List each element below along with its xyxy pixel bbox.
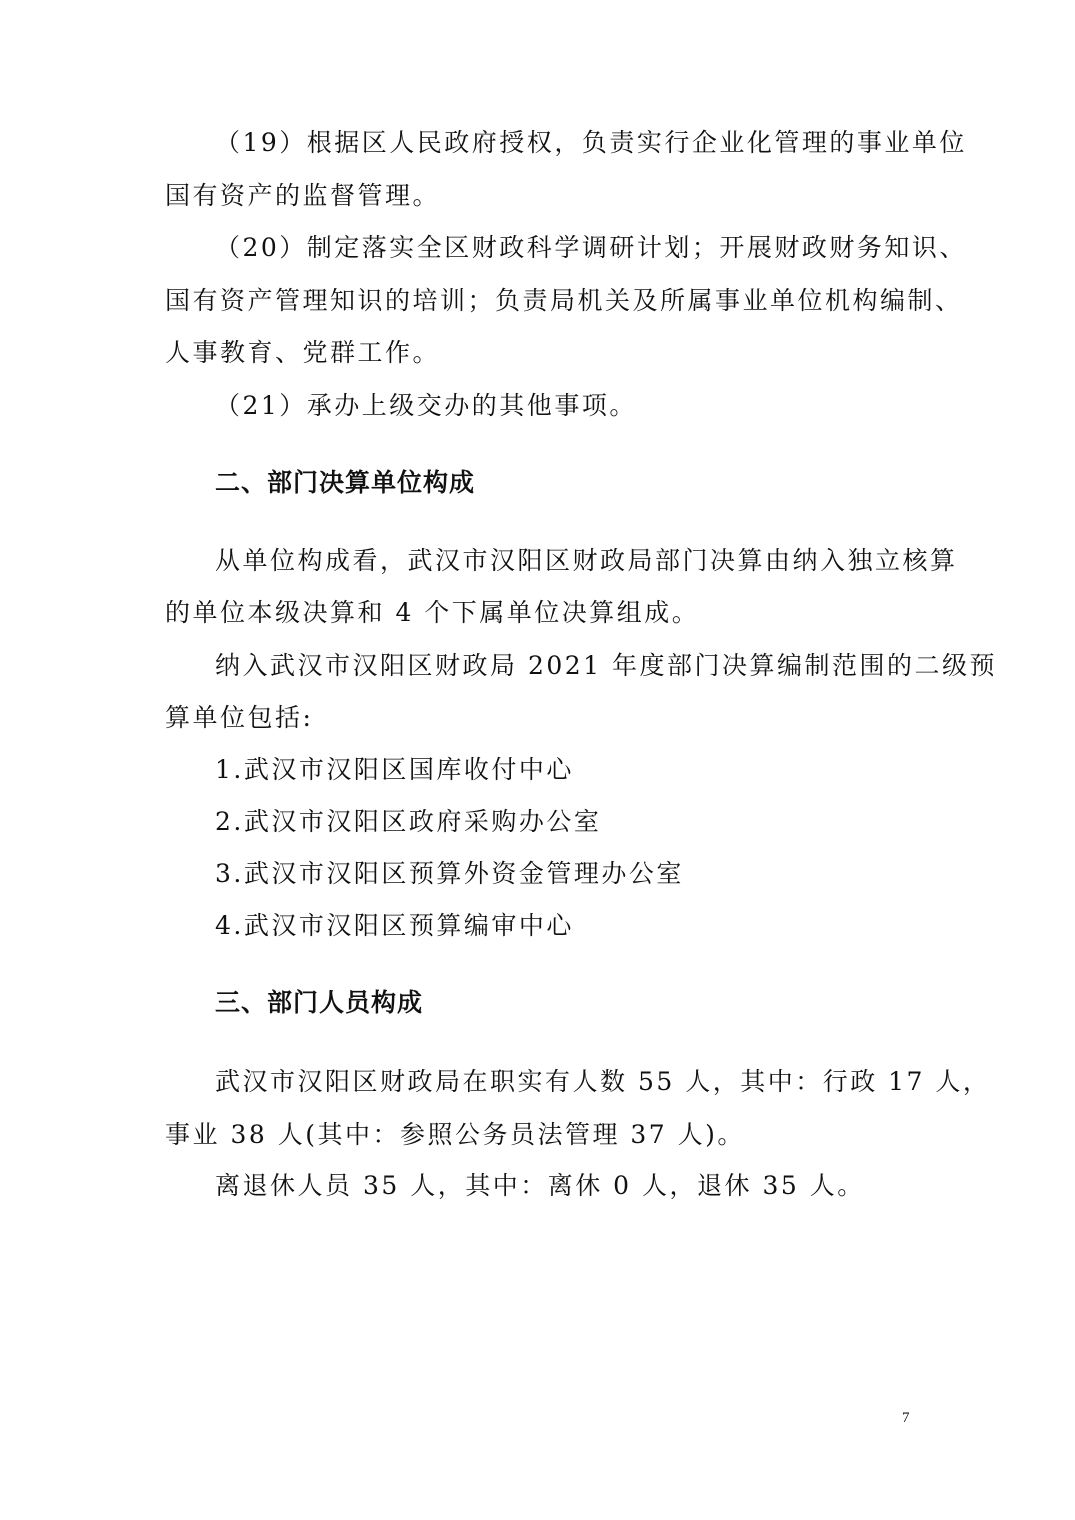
paragraph-20-line-2: 国有资产管理知识的培训；负责局机关及所属事业单位机构编制、 [165,286,963,315]
section-3-retired-line: 离退休人员 35 人，其中：离休 0 人，退休 35 人。 [215,1171,865,1200]
section-3-staff-line-2: 事业 38 人(其中：参照公务员法管理 37 人)。 [165,1120,745,1149]
unit-list-item-2: 2.武汉市汉阳区政府采购办公室 [215,807,602,836]
unit-list-item-1: 1.武汉市汉阳区国库收付中心 [215,755,574,784]
paragraph-19-line-1: （19）根据区人民政府授权，负责实行企业化管理的事业单位 [215,128,967,157]
section-2-heading: 二、部门决算单位构成 [215,468,476,497]
section-2-intro-line-1: 从单位构成看，武汉市汉阳区财政局部门决算由纳入独立核算 [215,546,958,575]
section-3-staff-line-1: 武汉市汉阳区财政局在职实有人数 55 人，其中：行政 17 人， [215,1067,991,1096]
unit-list-item-4: 4.武汉市汉阳区预算编审中心 [215,911,574,940]
section-2-scope-line-2: 算单位包括: [165,703,314,732]
paragraph-19-line-2: 国有资产的监督管理。 [165,181,441,210]
section-2-intro-line-2: 的单位本级决算和 4 个下属单位决算组成。 [165,598,700,627]
paragraph-20-line-3: 人事教育、党群工作。 [165,338,441,367]
section-3-heading: 三、部门人员构成 [215,988,424,1017]
page-number: 7 [902,1410,910,1426]
paragraph-21-line-1: （21）承办上级交办的其他事项。 [215,391,637,420]
unit-list-item-3: 3.武汉市汉阳区预算外资金管理办公室 [215,859,684,888]
paragraph-20-line-1: （20）制定落实全区财政科学调研计划；开展财政财务知识、 [215,233,967,262]
section-2-scope-line-1: 纳入武汉市汉阳区财政局 2021 年度部门决算编制范围的二级预 [215,651,998,680]
